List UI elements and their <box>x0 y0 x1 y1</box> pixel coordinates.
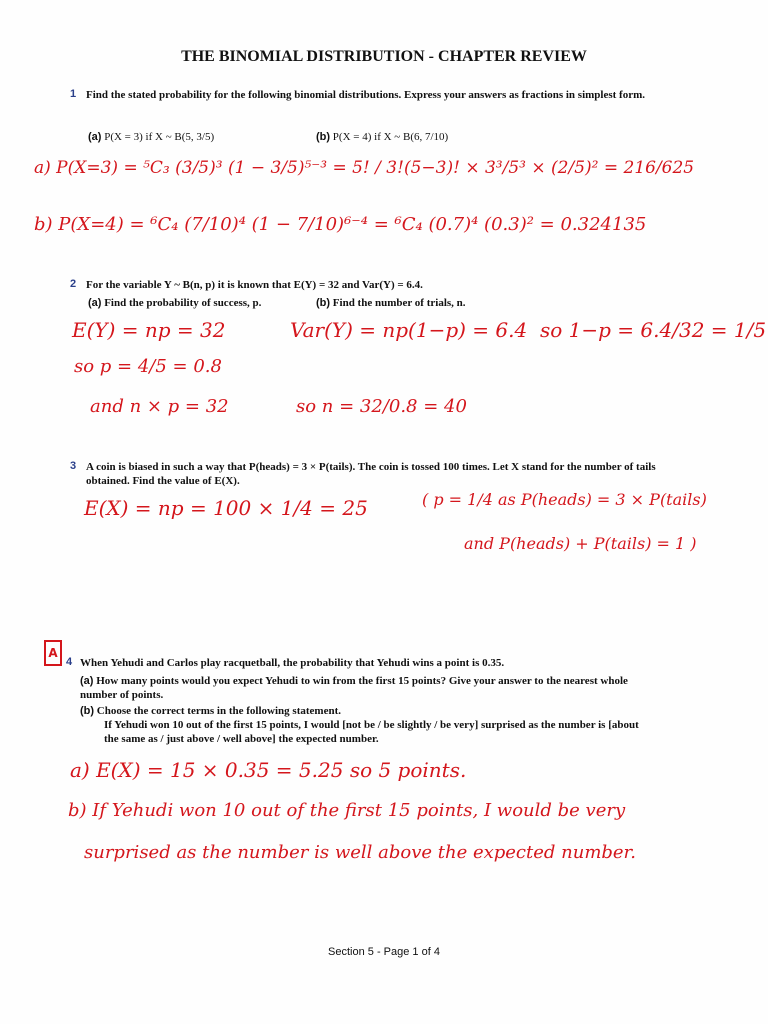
answer-1b: b) P(X=4) = ⁶C₄ (7/10)⁴ (1 − 7/10)⁶⁻⁴ = ⁶C₄ (0.7)⁴ (0.3)² = 0.324135 <box>34 214 647 235</box>
answer-3-line1: E(X) = np = 100 × 1/4 = 25 <box>84 496 368 520</box>
question-2a-text: Find the probability of success, p. <box>104 297 262 309</box>
question-4b <box>80 704 640 718</box>
answer-2-line6: so n = 32/0.8 = 40 <box>296 396 467 417</box>
question-1b-label: (b) <box>316 131 331 143</box>
question-1b-expression: P(X = 4) if X ~ B(6, 7/10) <box>332 131 449 143</box>
question-4a-text: How many points would you expect Yehudi to win from the first 15 points? Give your answer to the nearest whole number of points. <box>80 675 628 701</box>
answer-4b-line2: surprised as the number is well above the expected number. <box>84 842 636 863</box>
answer-3-line3: and P(heads) + P(tails) = 1 ) <box>464 534 697 553</box>
question-2-text: For the variable Y ~ B(n, p) it is known that E(Y) = 32 and Var(Y) = 6.4. <box>86 279 423 291</box>
page-footer: Section 5 - Page 1 of 4 <box>328 946 440 958</box>
highlight-marker: A <box>44 640 62 666</box>
answer-2-line4: so p = 4/5 = 0.8 <box>74 356 222 377</box>
question-4-number: 4 <box>66 656 73 668</box>
question-4b-statement: If Yehudi won 10 out of the first 15 points, I would [not be / be slightly / be very] surprised as the number is [about the same as / just above / well above] the expected number. <box>104 719 639 745</box>
answer-2-line2: Var(Y) = np(1−p) = 6.4 <box>290 318 528 342</box>
question-4b-text: Choose the correct terms in the following statement. <box>96 705 341 717</box>
question-1a-expression: P(X = 3) if X ~ B(5, 3/5) <box>104 131 215 143</box>
question-2a <box>88 296 261 310</box>
question-2a-label: (a) <box>88 297 102 309</box>
question-2b-label: (b) <box>316 297 331 309</box>
question-1a <box>88 130 214 144</box>
question-4a-label: (a) <box>80 675 94 687</box>
answer-1a: a) P(X=3) = ⁵C₃ (3/5)³ (1 − 3/5)⁵⁻³ = 5! / 3!(5−3)! × 3³/5³ × (2/5)² = 216/625 <box>34 158 695 178</box>
question-3-text: A coin is biased in such a way that P(heads) = 3 × P(tails). The coin is tossed 100 times. Let X stand for the number of tails obtained. Find the value of E(X). <box>86 461 656 487</box>
question-4b-label: (b) <box>80 705 95 717</box>
question-2-number: 2 <box>70 278 77 290</box>
question-4-text: When Yehudi and Carlos play racquetball, the probability that Yehudi wins a point is 0.35. <box>80 657 505 669</box>
question-1b <box>316 130 448 144</box>
question-4a <box>80 674 640 702</box>
question-3-number: 3 <box>70 460 77 472</box>
answer-2-line5: and n × p = 32 <box>90 396 229 417</box>
question-2b <box>316 296 466 310</box>
answer-3-line2: ( p = 1/4 as P(heads) = 3 × P(tails) <box>422 490 707 509</box>
question-1-number: 1 <box>70 88 77 100</box>
page-title: THE BINOMIAL DISTRIBUTION - CHAPTER REVIEW <box>181 48 587 65</box>
question-1-text: Find the stated probability for the following binomial distributions. Express your answers as fractions in simplest form. <box>86 89 646 101</box>
question-2b-text: Find the number of trials, n. <box>332 297 466 309</box>
answer-2-line1: E(Y) = np = 32 <box>72 318 226 342</box>
question-1a-label: (a) <box>88 131 102 143</box>
answer-4b-line1: b) If Yehudi won 10 out of the first 15 points, I would be very <box>68 800 626 821</box>
answer-2-line3: so 1−p = 6.4/32 = 1/5 <box>540 318 767 342</box>
answer-4a: a) E(X) = 15 × 0.35 = 5.25 so 5 points. <box>70 758 467 782</box>
